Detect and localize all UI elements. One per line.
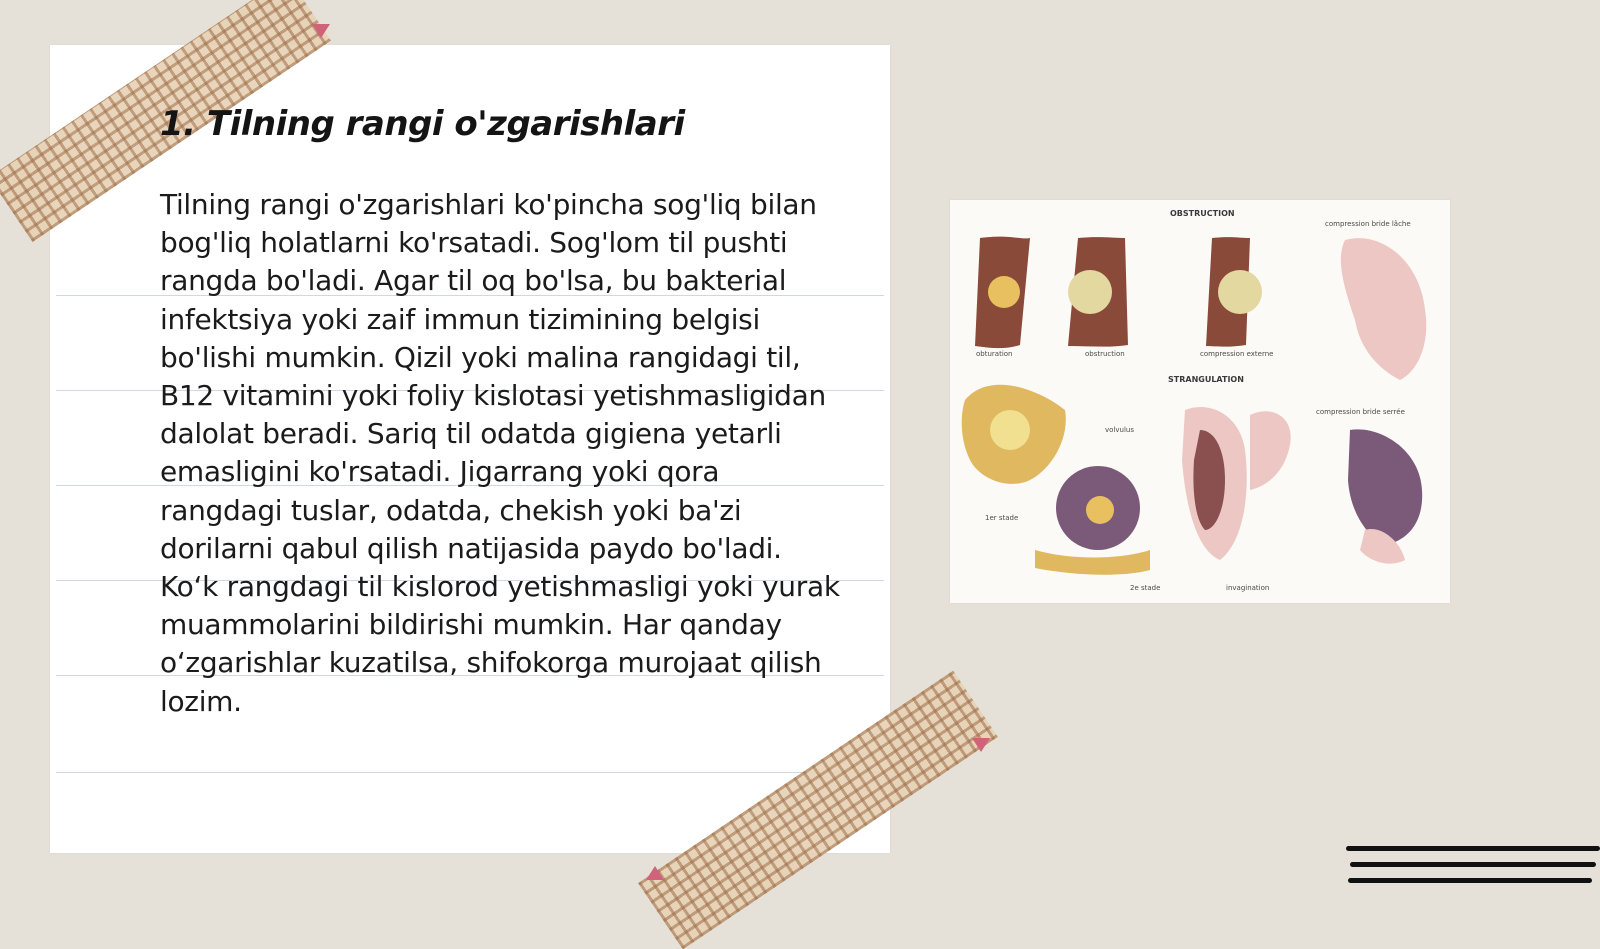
- slide-body-text: Tilning rangi o'zgarishlari ko'pincha sog'liq bilan bog'liq holatlarni ko'rsatadi. Sog'lom til pushti rangda bo'ladi. Agar til oq bo'lsa, bu bakterial infektsiya yoki zaif immun tizimining belgisi bo'lishi mumkin. Qizil yoki malina rangidagi til, B12 vitamini yoki foliy kislotasi yetishmasligidan dalolat beradi. Sariq til odatda gigiena yetarli emasligini ko'rsatadi. Jigarrang yoki qora rangdagi tuslar, odatda, chekish yoki ba'zi dorilarni qabul qilish natijasida paydo bo'ladi. Ko‘k rangdagi til kislorod yetishmasligi yoki yurak muammolarini bildirishi mumkin. Har qanday o‘zgarishlar kuzatilsa, shifokorga murojaat qilish lozim.: [160, 188, 840, 718]
- obturation-mass: [988, 276, 1020, 308]
- compression-mass: [1218, 270, 1262, 314]
- figure-label: 2e stade: [1130, 584, 1161, 592]
- figure-label: 1er stade: [985, 514, 1019, 522]
- obstruction-mass: [1068, 270, 1112, 314]
- volvulus-stage2-center: [1086, 496, 1114, 524]
- volvulus-inner: [990, 410, 1030, 450]
- decorative-line: [1350, 862, 1596, 867]
- pin-marker-right: [972, 738, 990, 752]
- pin-marker-top: [312, 24, 330, 38]
- medical-illustration: [950, 200, 1450, 603]
- paper-rule-line: [56, 772, 884, 773]
- figure-heading-obstruction: OBSTRUCTION: [1170, 209, 1235, 218]
- figure-label: obturation: [976, 350, 1013, 358]
- figure-label: volvulus: [1105, 426, 1134, 434]
- figure-label: obstruction: [1085, 350, 1125, 358]
- intestine-loop-pink: [1341, 238, 1426, 380]
- slide-title: 1. Tilning rangi o'zgarishlari: [160, 104, 685, 144]
- figure-label: compression bride serrée: [1316, 408, 1405, 416]
- figure-heading-strangulation: STRANGULATION: [1168, 375, 1244, 384]
- decorative-line: [1346, 846, 1600, 851]
- figure-label: invagination: [1226, 584, 1270, 592]
- volvulus-tail: [1035, 550, 1150, 575]
- figure-label: compression bride lâche: [1325, 220, 1411, 228]
- pin-marker-bottom: [646, 866, 664, 880]
- figure-label: compression externe: [1200, 350, 1274, 358]
- strangulation-loop-purple: [1348, 429, 1422, 545]
- decorative-line: [1348, 878, 1592, 883]
- invagination-loop: [1250, 411, 1291, 490]
